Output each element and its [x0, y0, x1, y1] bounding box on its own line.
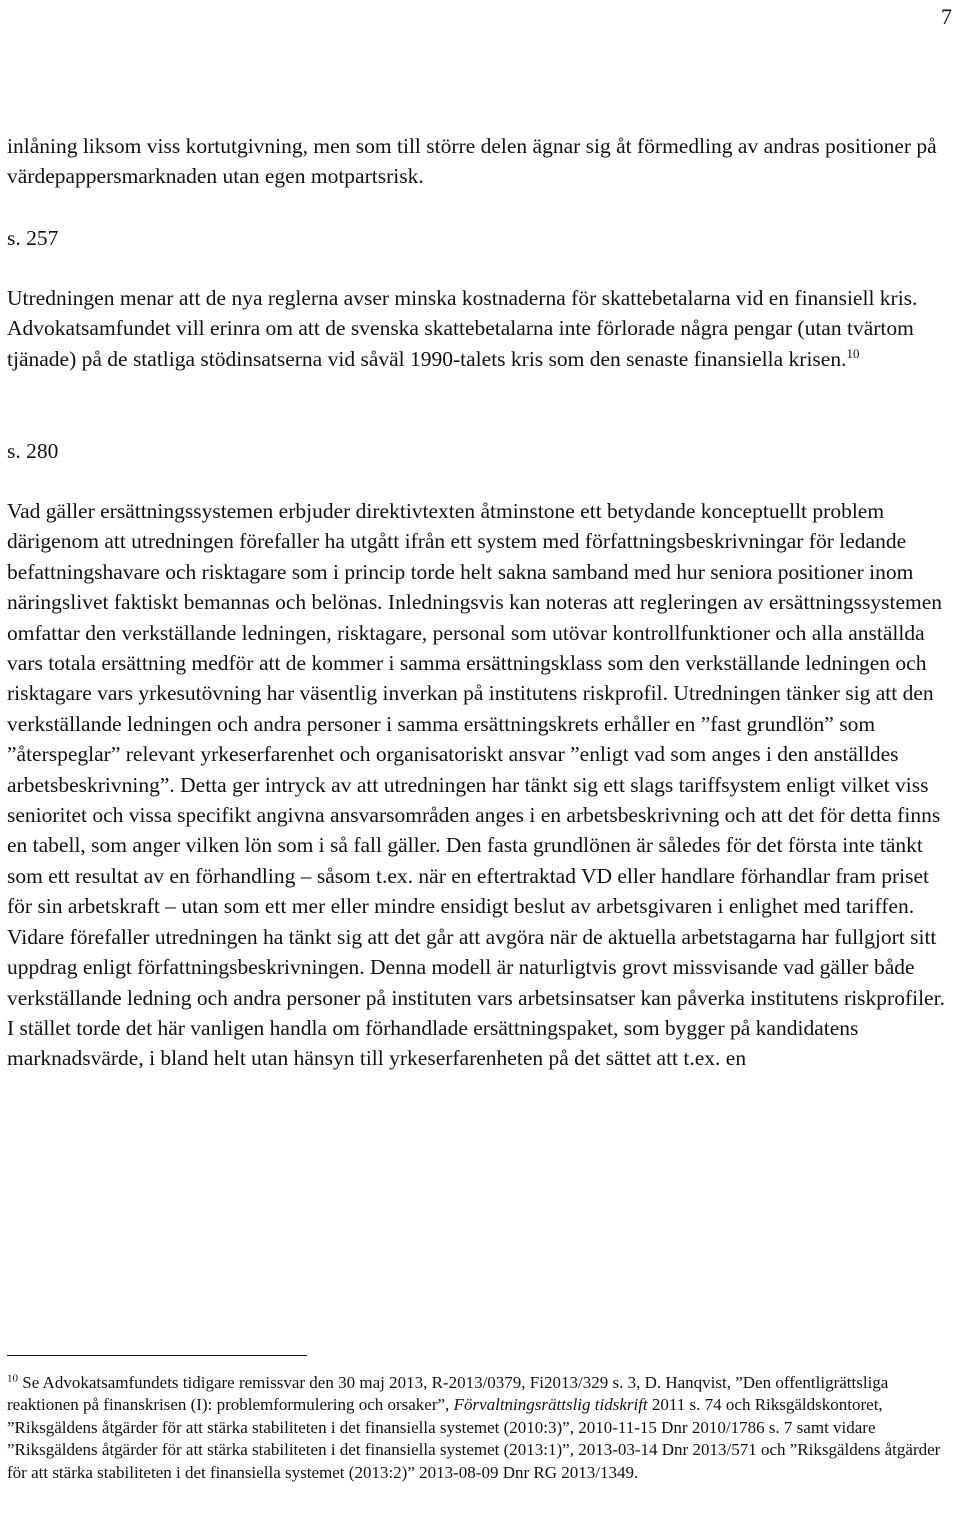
paragraph-intro: inlåning liksom viss kortutgivning, men som till större delen ägnar sig åt förmedling av andras positioner på värdepappersmarknaden utan egen motpartsrisk.: [7, 134, 937, 189]
footnote-number: 10: [7, 1372, 18, 1385]
footnote-journal-title: Förvaltningsrättslig tidskrift: [453, 1395, 648, 1415]
page-reference-257: s. 257: [7, 226, 59, 250]
footnote-10: [7, 1372, 957, 1484]
paragraph-crisis-text: Utredningen menar att de nya reglerna avser minska kostnaderna för skattebetalarna vid en finansiell kris. Advokatsamfundet vill erinra om att de svenska skattebetalarna inte förlorade några pengar (utan tvärtom tjänade) på de statliga stödinsatserna vid såväl 1990-talets kris som den senaste finansiella krisen.: [7, 286, 918, 371]
footnote-text-start: Se Advokatsamfundets tidigare remissvar den 30 maj 2013, R-2013/0379, Fi2013/329 s. 3, D. Hanqvist, ”Den offentligrättsliga reaktionen på finanskrisen (I): problemformulering och orsaker”,: [7, 1373, 889, 1415]
page-reference-280: s. 280: [7, 439, 59, 463]
footnote-divider: [7, 1355, 307, 1356]
page-number: 7: [941, 4, 952, 29]
paragraph-remuneration: Vad gäller ersättningssystemen erbjuder direktivtexten åtminstone ett betydande konceptuellt problem därigenom att utredningen förefaller ha utgått ifrån ett system med författningsbeskrivningar för ledande befattningshavare och risktagare som i princip torde helt sakna samband med hur seniora positioner inom näringslivet faktiskt bemannas och belönas. Inledningsvis kan noteras att regleringen av ersättningssystemen omfattar den verkställande ledningen, risktagare, personal som utövar kontrollfunktioner och alla anställda vars totala ersättning medför att de kommer i samma ersättningsklass som den verkställande ledningen och risktagare vars yrkesutövning har väsentlig inverkan på institutens riskprofil. Utredningen tänker sig att den verkställande ledningen och andra personer i samma ersättningskrets erhåller en ”fast grundlön” som ”återspeglar” relevant yrkeserfarenhet och organisatoriskt ansvar ”enligt vad som anges i den anställdes arbetsbeskrivning”. Detta ger intryck av att utredningen har tänkt sig ett slags tariffsystem enligt vilket viss senioritet och vissa specifikt angivna ansvarsområden anges i en arbetsbeskrivning och att det för detta finns en tabell, som anger vilken lön som i så fall gäller. Den fasta grundlönen är således för det första inte tänkt som ett resultat av en förhandling – såsom t.ex. när en eftertraktad VD eller handlare förhandlar fram priset för sin arbetskraft – utan som ett mer eller mindre ensidigt beslut av arbetsgivaren i enlighet med tariffen. Vidare förefaller utredningen ha tänkt sig att det går att avgöra när de aktuella arbetstagarna har fullgjort sitt uppdrag enligt författningsbeskrivningen. Denna modell är naturligtvis grovt missvisande vad gäller både verkställande ledning och andra personer på instituten vars arbetsinsatser kan påverka institutens riskprofiler. I stället torde det här vanligen handla om förhandlade ersättningspaket, som bygger på kandidatens marknadsvärde, i bland helt utan hänsyn till yrkeserfarenheten på det sättet att t.ex. en: [7, 499, 945, 1071]
paragraph-crisis: [7, 283, 957, 374]
footnote-text-end: 2011 s. 74 och Riksgäldskontoret, ”Riksgäldens åtgärder för att stärka stabiliteten i det finansiella systemet (2010:3)”, 2010-11-15 Dnr 2010/1786 s. 7 samt vidare ”Riksgäldens åtgärder för att stärka stabiliteten i det finansiella systemet (2013:1)”, 2013-03-14 Dnr 2013/571 och ”Riksgäldens åtgärder för att stärka stabiliteten i det finansiella systemet (2013:2)” 2013-08-09 Dnr RG 2013/1349.: [7, 1395, 941, 1482]
footnote-reference-10[interactable]: 10: [846, 345, 860, 361]
